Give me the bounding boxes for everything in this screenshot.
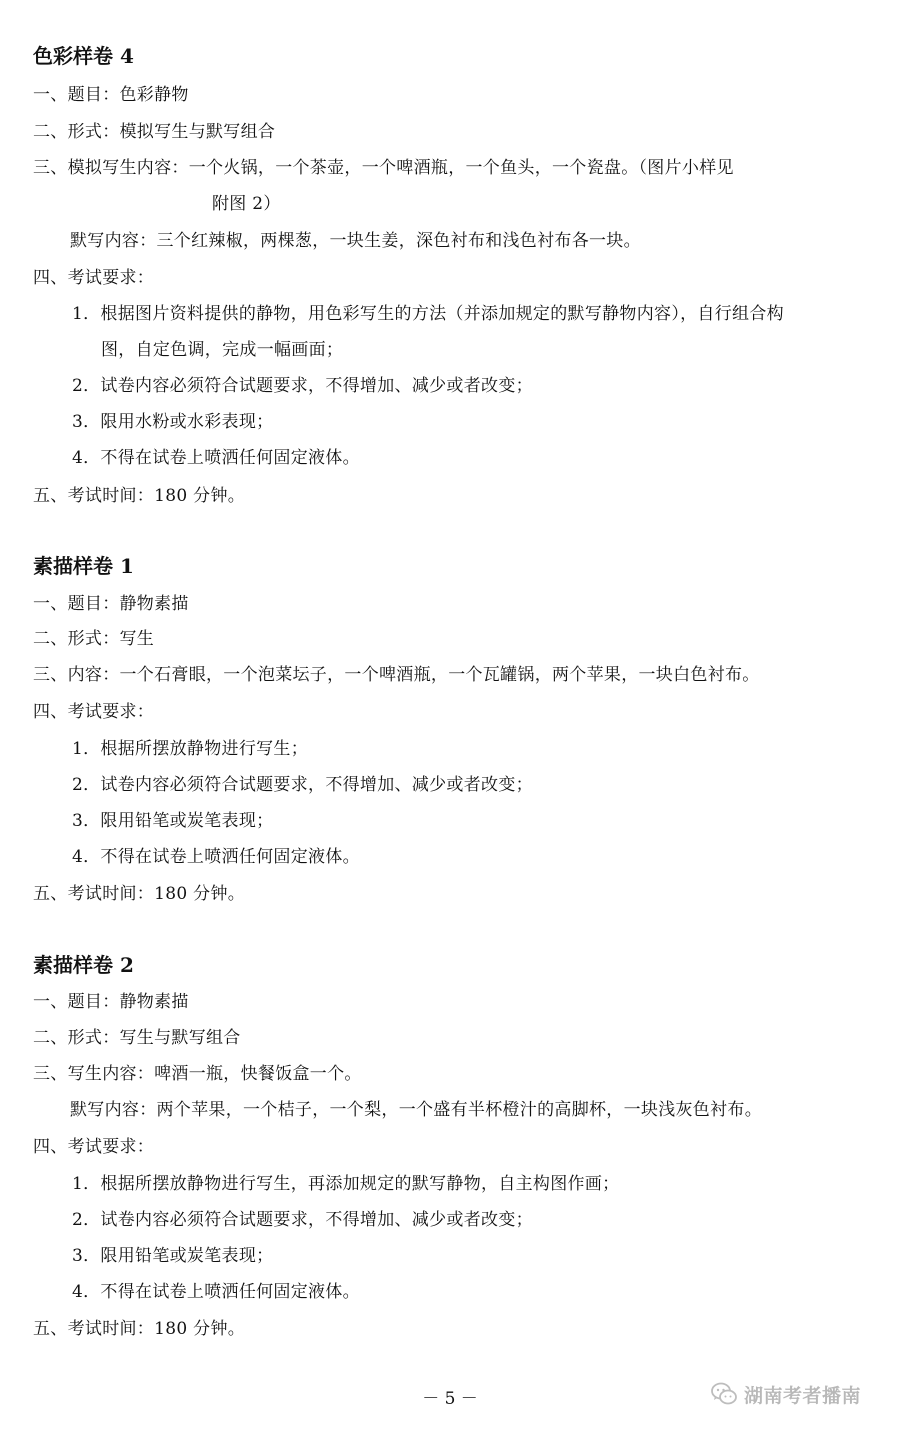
requirement-2: 2．试卷内容必须符合试题要求，不得增加、减少或者改变； [72, 1210, 533, 1230]
item-memory-content: 默写内容：两个苹果，一个桔子，一个梨，一个盛有半杯橙汁的高脚杯，一块浅灰色衬布。 [70, 1100, 762, 1120]
item-exam-time: 五、考试时间：180 分钟。 [33, 486, 246, 506]
wechat-icon [710, 1380, 738, 1408]
requirement-3: 3．限用铅笔或炭笔表现； [72, 811, 274, 831]
item-content: 三、写生内容：啤酒一瓶，快餐饭盒一个。 [33, 1064, 362, 1084]
item-topic: 一、题目：静物素描 [33, 594, 189, 614]
requirement-2: 2．试卷内容必须符合试题要求，不得增加、减少或者改变； [72, 775, 533, 795]
item-content: 三、内容：一个石膏眼，一个泡菜坛子，一个啤酒瓶，一个瓦罐锅，两个苹果，一块白色衬布。 [33, 665, 760, 685]
requirement-3: 3．限用水粉或水彩表现； [72, 412, 274, 432]
item-memory-content: 默写内容：三个红辣椒，两棵葱，一块生姜，深色衬布和浅色衬布各一块。 [70, 231, 641, 251]
item-requirements: 四、考试要求： [33, 1137, 155, 1157]
item-topic: 一、题目：色彩静物 [33, 85, 189, 105]
requirement-1: 1．根据图片资料提供的静物，用色彩写生的方法（并添加规定的默写静物内容），自行组合构 [72, 304, 784, 324]
requirement-2: 2．试卷内容必须符合试题要求，不得增加、减少或者改变； [72, 376, 533, 396]
section-title-sketch-1: 素描样卷 1 [33, 554, 134, 578]
item-topic: 一、题目：静物素描 [33, 992, 189, 1012]
item-content-cont: 附图 2） [212, 194, 281, 214]
item-exam-time: 五、考试时间：180 分钟。 [33, 1319, 246, 1339]
item-format: 二、形式：写生 [33, 629, 155, 649]
requirement-3: 3．限用铅笔或炭笔表现； [72, 1246, 274, 1266]
item-content: 三、模拟写生内容：一个火锅，一个茶壶，一个啤酒瓶，一个鱼头，一个瓷盘。（图片小样见 [33, 158, 734, 178]
item-format: 二、形式：写生与默写组合 [33, 1028, 241, 1048]
item-format: 二、形式：模拟写生与默写组合 [33, 122, 276, 142]
item-requirements: 四、考试要求： [33, 268, 155, 288]
requirement-1-cont: 图，自定色调，完成一幅画面； [101, 340, 344, 360]
requirement-4: 4．不得在试卷上喷洒任何固定液体。 [72, 1282, 360, 1302]
section-title-sketch-2: 素描样卷 2 [33, 953, 134, 977]
requirement-4: 4．不得在试卷上喷洒任何固定液体。 [72, 847, 360, 867]
section-title-color-4: 色彩样卷 4 [33, 44, 134, 68]
watermark [710, 1377, 885, 1411]
item-exam-time: 五、考试时间：180 分钟。 [33, 884, 246, 904]
item-requirements: 四、考试要求： [33, 702, 155, 722]
page-number: － 5 － [422, 1389, 478, 1409]
requirement-1: 1．根据所摆放静物进行写生； [72, 739, 309, 759]
requirement-4: 4．不得在试卷上喷洒任何固定液体。 [72, 448, 360, 468]
requirement-1: 1．根据所摆放静物进行写生，再添加规定的默写静物，自主构图作画； [72, 1174, 620, 1194]
watermark-text: 湖南考者播南 [744, 1384, 862, 1407]
